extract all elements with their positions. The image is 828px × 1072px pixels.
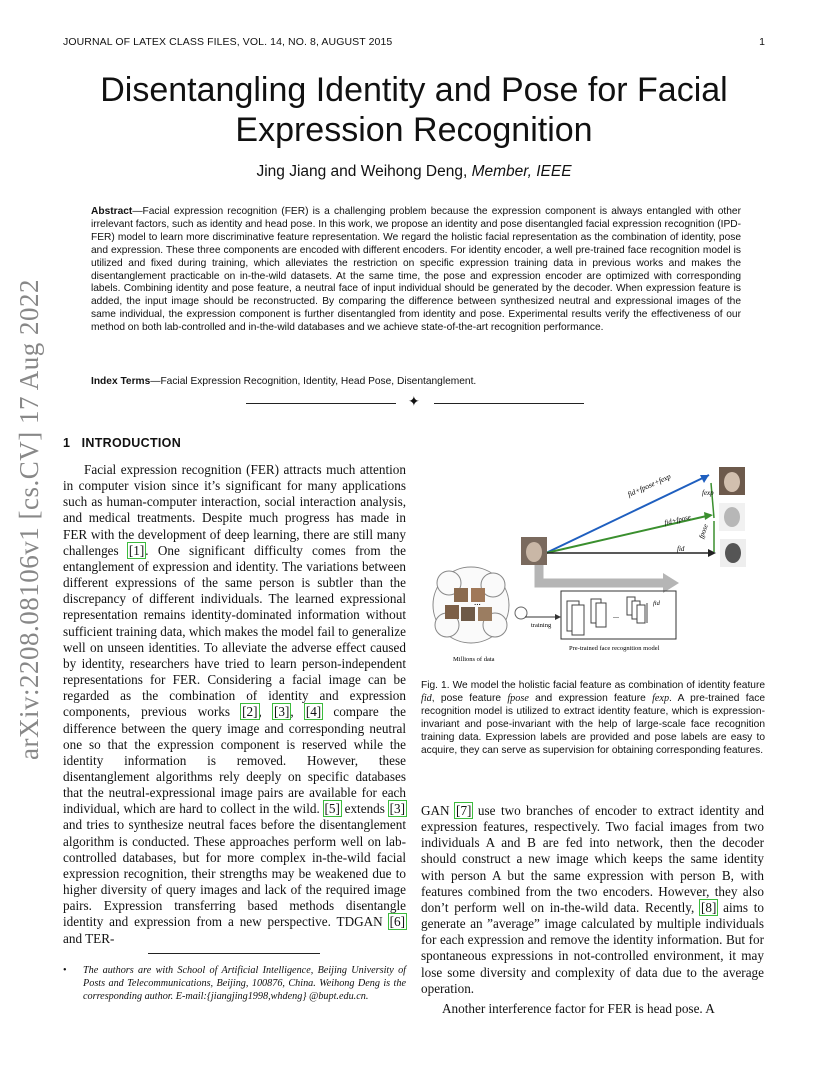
label-f-pose: fpose <box>697 523 710 540</box>
index-terms-text: —Facial Expression Recognition, Identity, Head Pose, Disentanglement. <box>150 376 477 387</box>
text-run: use two branches of encoder to extract identity and expression features, respectively. Two facial images from two individuals A and B are fed into network, then the decoder should construct a new image which keeps the same identity with person A but the same expression with person B, with features combined from the two encoders. However, they also don’t perform well on in-the-wild data. Recently, <box>421 803 765 915</box>
title-line-1: Disentangling Identity and Pose for Facial <box>100 71 728 109</box>
citation-link[interactable]: [8] <box>701 899 717 915</box>
text-run: compare the difference between the query image and corresponding neutral one so that the expression component is reserved while the identity information is removed. However, these disentanglement algorithms rely deeply on specific databases that the neutral-expressional image pairs are available for each individual, which are hard to collect in the wild. <box>63 704 407 817</box>
arxiv-stamp: arXiv:2208.08106v1 [cs.CV] 17 Aug 2022 <box>14 279 44 760</box>
figure-1 <box>421 455 766 670</box>
divider-diamond-icon: ✦ <box>408 395 420 410</box>
label-f-exp: fexp <box>702 489 714 497</box>
footnote-text: The authors are with School of Artificial Intelligence, Beijing University of Posts and Telecommunications, Beijing, 100876, China. Weihong Deng is the corresponding author. E-mail:{jiangjing1998,whdeng} @bupt.edu.cn. <box>83 965 406 1002</box>
face-image-identity-skin <box>725 543 741 563</box>
figure-1-diagram <box>421 455 766 670</box>
footnote-rule <box>148 953 320 954</box>
abstract-label: Abstract <box>91 206 133 217</box>
intro-left-column <box>63 462 406 947</box>
label-f-id-pose: fid+fpose <box>663 513 692 527</box>
dataset-face-thumb <box>478 607 492 621</box>
abstract <box>91 206 741 335</box>
section-title: INTRODUCTION <box>81 436 182 450</box>
label-f-total: fid+fpose+fexp <box>626 471 673 499</box>
text-run: , <box>258 704 273 720</box>
figure-1-caption <box>421 680 765 757</box>
section-number: 1 <box>63 436 71 450</box>
network-layer <box>572 605 584 635</box>
caption-text: , pose feature <box>431 692 508 704</box>
citation-link[interactable]: [6] <box>389 914 405 930</box>
running-head: JOURNAL OF LATEX CLASS FILES, VOL. 14, NO. 8, AUGUST 2015 <box>63 36 393 48</box>
text-run: aims to generate an ”average” image calculated by multiple individuals for each expression and remove the identity information. But for spontaneous expressions in not-controlled environment, it may lose some diversity and complexity of data due to the average operation. <box>421 899 764 996</box>
footnote <box>63 964 406 1003</box>
dataset-face-thumb <box>445 605 459 619</box>
index-terms-label: Index Terms <box>91 376 151 387</box>
text-run: . One significant difficulty comes from the entanglement of expression and identity. The variations between different expressions of the same person is subtler than the discrepancy of different individuals. The learned expressional representation remains identity-dominated information without sufficient training data, which makes the model fail to generalize well on unseen identities. To alleviate the adverse effect caused by identity, researchers have tried to learn person-independent representations for FER. Considering a facial image can be regarded as the combination of identity and expression components, previous works <box>63 542 406 720</box>
text-run: Facial expression recognition (FER) attracts much attention in computer vision since it’s significant for many applications such as human-computer interaction, social interaction analysis, and medical treatments. Despite much progress has made in FER with the development of deep learning, there are still many challenges <box>63 462 406 558</box>
text-run: extends <box>340 801 389 817</box>
authors <box>60 163 768 181</box>
citation-link[interactable]: [5] <box>324 801 340 817</box>
text-run: , <box>290 704 305 720</box>
caption-text: . A pre-trained face recognition model is utilized to extract identity feature, which is expression-invariant and pose-invariant with the help of large-scale face recognition training data. Expression labels are provided and pose labels are easy to acquire, they can serve as supervision for obtaining corresponding features. <box>421 692 765 756</box>
intro-paragraph-3: Another interference factor for FER is head pose. A <box>442 1000 715 1016</box>
label-pretrained: Pre-trained face recognition model <box>569 645 660 652</box>
citation-link[interactable]: [7] <box>456 803 472 818</box>
text-run: and tries to synthesize neutral faces before the disentanglement algorithm is conducted. These approaches perform well on lab-controlled databases, but for more complex in-the-wild facial expression recognition, their strengths may be weakened due to higher diversity of query images and lack of the required image pairs. Expression transferring based methods disentangle identity and expression from a new perspective. TDGAN <box>63 817 406 930</box>
vector-id-pose-arrowhead <box>704 512 713 520</box>
caption-math: fid <box>421 692 432 704</box>
face-image-neutral-skin <box>724 507 740 527</box>
index-terms <box>91 376 741 387</box>
intro-paragraph-2 <box>421 803 764 997</box>
divider-rule-left <box>246 403 396 404</box>
face-image-expression-skin <box>724 472 740 492</box>
caption-math: fpose <box>507 692 529 704</box>
label-f-id-small: fid <box>653 600 660 607</box>
citation-link[interactable]: [3] <box>389 801 405 817</box>
intro-paragraph-1 <box>63 462 406 947</box>
label-f-id: fid <box>677 545 685 553</box>
paper-title <box>60 70 768 150</box>
label-training: training <box>531 622 552 629</box>
vector-id-arrowhead <box>708 549 716 557</box>
cloud-ellipsis: ... <box>474 597 481 607</box>
caption-math: fexp <box>652 692 670 704</box>
author-names: Jing Jiang and Weihong Deng, <box>256 163 468 180</box>
citation-link[interactable]: [2] <box>242 704 258 720</box>
section-heading <box>63 436 181 450</box>
text-run: and TER- <box>63 930 115 946</box>
footnote-bullet: • <box>63 965 67 976</box>
network-layer <box>596 603 606 627</box>
caption-text: We model the holistic facial feature as combination of identity feature <box>449 680 766 691</box>
divider-rule-right <box>434 403 584 404</box>
abstract-text: —Facial expression recognition (FER) is a challenging problem because the expression component is always entangled with other irrelevant factors, such as identity and head pose. In this work, we propose an identity and pose disentangled facial expression recognition (IPD-FER) model to learn more discriminative feature representation. We regard the holistic facial representation as the combination of identity, pose and expression. These three components are encoded with different encoders. For identity encoder, a well pre-trained face recognition model is utilized and fixed during training, which alleviates the restriction on specific expression training data in previous works and makes the disentanglement practicable on in-the-wild datasets. At the same time, the pose and expression encoder are optimized with corresponding labels. Combining identity and pose feature, a neutral face of input individual should be generated by the decoder. When expression feature is added, the input image should be reconstructed. By comparing the difference between synthesized neutral and expressional images of the same individual, the expression component is further disentangled from identity and pose. Experimental results verify the effectiveness of our method on both lab-controlled and in-the-wild databases and we achieve state-of-the-art recognition performance. <box>91 206 741 334</box>
caption-label: Fig. 1. <box>421 680 450 691</box>
training-arrowhead <box>555 614 561 620</box>
text-run: GAN <box>421 803 456 818</box>
input-face-skin <box>526 542 542 562</box>
caption-text: and expression feature <box>528 692 653 704</box>
citation-link[interactable]: [4] <box>305 704 322 720</box>
citation-link[interactable]: [1] <box>128 542 145 558</box>
dataset-face-thumb <box>454 588 468 602</box>
section-divider <box>246 396 584 412</box>
network-ellipsis: ... <box>613 611 619 620</box>
network-layer <box>637 605 645 623</box>
identity-path-arrowhead <box>663 573 679 593</box>
intro-right-column <box>421 803 764 1017</box>
label-millions: Millions of data <box>453 656 495 663</box>
page-number: 1 <box>759 36 765 48</box>
title-line-2: Expression Recognition <box>235 111 593 149</box>
citation-link[interactable]: [3] <box>273 704 290 720</box>
author-affiliation: Member, IEEE <box>471 163 572 180</box>
dataset-face-thumb <box>461 607 475 621</box>
